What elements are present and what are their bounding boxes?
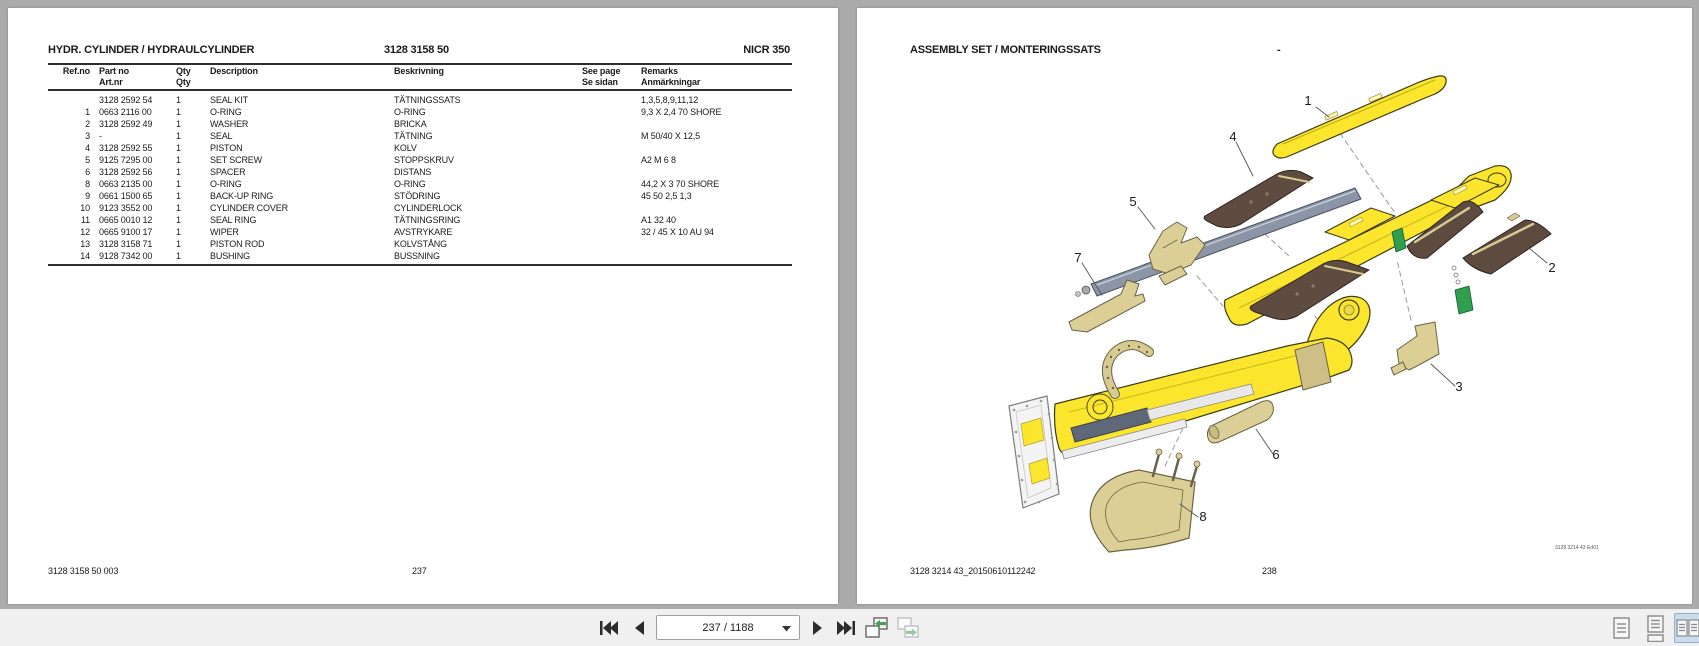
cell-part: 9123 3552 00 — [99, 203, 153, 213]
table-row — [8, 226, 838, 238]
single-page-view-icon — [1610, 614, 1634, 642]
cell-rem: 32 / 45 X 10 AU 94 — [641, 227, 714, 237]
cell-ref: 5 — [85, 155, 90, 165]
cell-beskr: TÄTNING — [394, 131, 433, 141]
cell-beskr: O-RING — [394, 179, 426, 189]
cell-ref: 11 — [80, 215, 90, 225]
footer-doc-number: 3128 3158 50 003 — [48, 566, 119, 576]
cell-ref: 8 — [85, 179, 90, 189]
col-header-see-page-1: See page — [582, 66, 621, 76]
cell-beskr: KOLVSTÅNG — [394, 239, 447, 249]
next-view-icon — [894, 615, 922, 641]
doc-number: - — [1277, 44, 1281, 56]
table-row — [8, 178, 838, 190]
left-page — [8, 8, 838, 604]
col-header-remarks-1: Remarks — [641, 66, 678, 76]
table-row — [8, 130, 838, 142]
parts-table — [8, 94, 838, 262]
doc-number: 3128 3158 50 — [384, 44, 449, 56]
cell-ref: 12 — [80, 227, 90, 237]
cell-part: 0663 2116 00 — [99, 107, 152, 117]
cell-ref: 14 — [80, 251, 90, 261]
cell-qty: 1 — [176, 155, 181, 165]
cell-part: - — [99, 131, 102, 141]
previous-view-icon — [862, 615, 890, 641]
cell-beskr: CYLINDERLOCK — [394, 203, 463, 213]
scrolling-view-icon — [1644, 614, 1668, 642]
table-row — [8, 214, 838, 226]
mounting-plate — [1009, 396, 1059, 508]
col-header-description: Description — [210, 66, 258, 76]
cell-desc: PISTON — [210, 143, 243, 153]
callout-6: 6 — [1272, 447, 1280, 462]
cell-desc: SET SCREW — [210, 155, 262, 165]
callout-1: 1 — [1304, 93, 1312, 108]
callout-4: 4 — [1229, 129, 1237, 144]
two-page-view-icon — [1676, 614, 1699, 642]
footer-page-number: 237 — [412, 566, 427, 576]
cell-qty: 1 — [176, 95, 181, 105]
cell-beskr: STÖDRING — [394, 191, 441, 201]
cell-qty: 1 — [176, 227, 181, 237]
col-header-qty-1: Qty — [176, 66, 191, 76]
part-5-bracket — [1149, 222, 1205, 285]
table-rule-mid — [48, 89, 792, 91]
table-row — [8, 250, 838, 262]
last-page-button[interactable] — [834, 616, 858, 640]
col-header-ref: Ref.no — [62, 66, 90, 76]
cell-part: 3128 3158 71 — [99, 239, 153, 249]
cell-rem: M 50/40 X 12,5 — [641, 131, 700, 141]
callout-7: 7 — [1074, 250, 1082, 265]
page-title: HYDR. CYLINDER / HYDRAULCYLINDER — [48, 44, 255, 56]
cell-desc: SEAL — [210, 131, 233, 141]
table-row — [8, 190, 838, 202]
callout-labels — [1074, 93, 1555, 524]
cell-qty: 1 — [176, 179, 181, 189]
page-title: ASSEMBLY SET / MONTERINGSSATS — [910, 44, 1101, 56]
cell-desc: CYLINDER COVER — [210, 203, 288, 213]
table-row — [8, 154, 838, 166]
cell-beskr: BUSSNING — [394, 251, 440, 261]
cell-rem: 45 50 2,5 1,3 — [641, 191, 692, 201]
first-page-icon — [597, 616, 621, 640]
cell-desc: SEAL KIT — [210, 95, 248, 105]
col-header-qty-2: Qty — [176, 77, 191, 87]
table-row — [8, 202, 838, 214]
two-page-view-button[interactable] — [1674, 613, 1699, 643]
cell-part: 3128 2592 54 — [99, 95, 153, 105]
footer-doc-number: 3128 3214 43_20150610112242 — [910, 566, 1036, 576]
next-page-button[interactable] — [806, 616, 828, 640]
part-3-bracket — [1391, 322, 1439, 375]
model-label: NICR 350 — [743, 44, 790, 56]
cell-part: 0663 2135 00 — [99, 179, 153, 189]
cell-ref: 10 — [80, 203, 90, 213]
cell-ref: 3 — [85, 131, 90, 141]
col-header-part-2: Art.nr — [99, 77, 123, 87]
col-header-beskrivning: Beskrivning — [394, 66, 444, 76]
cell-qty: 1 — [176, 191, 181, 201]
col-header-see-page-2: Se sidan — [582, 77, 618, 87]
cell-rem: A2 M 6 8 — [641, 155, 676, 165]
cell-beskr: BRICKA — [394, 119, 427, 129]
cell-desc: O-RING — [210, 179, 242, 189]
cell-ref: 4 — [85, 143, 90, 153]
page-dropdown-caret-icon[interactable] — [782, 626, 791, 632]
cell-qty: 1 — [176, 107, 181, 117]
viewer-toolbar — [0, 609, 1699, 646]
table-row — [8, 166, 838, 178]
cell-ref: 2 — [85, 119, 90, 129]
table-row — [8, 94, 838, 106]
last-page-icon — [834, 616, 858, 640]
cell-part: 3128 2592 49 — [99, 119, 153, 129]
cell-rem: A1 32 40 — [641, 215, 676, 225]
previous-page-icon — [629, 616, 651, 640]
cell-beskr: DISTANS — [394, 167, 432, 177]
cell-beskr: STOPPSKRUV — [394, 155, 454, 165]
callout-3: 3 — [1455, 379, 1463, 394]
part-1-rail — [1273, 76, 1446, 158]
cell-qty: 1 — [176, 167, 181, 177]
cell-desc: WASHER — [210, 119, 249, 129]
cell-rem: 44,2 X 3 70 SHORE — [641, 179, 719, 189]
single-page-view-button[interactable] — [1610, 614, 1634, 642]
cell-beskr: AVSTRYKARE — [394, 227, 453, 237]
cell-ref: 1 — [85, 107, 90, 117]
cell-qty: 1 — [176, 251, 181, 261]
cell-part: 3128 2592 55 — [99, 143, 153, 153]
cell-desc: SPACER — [210, 167, 246, 177]
cell-beskr: O-RING — [394, 107, 426, 117]
cell-desc: SEAL RING — [210, 215, 257, 225]
cell-qty: 1 — [176, 239, 181, 249]
first-page-button[interactable] — [597, 616, 621, 640]
exploded-diagram — [857, 8, 1692, 604]
page-indicator: 237 / 1188 — [702, 621, 754, 634]
cell-part: 9128 7342 00 — [99, 251, 153, 261]
col-header-remarks-2: Anmärkningar — [641, 77, 701, 87]
cell-part: 0661 1500 65 — [99, 191, 153, 201]
table-rule-top — [48, 63, 792, 65]
table-row — [8, 106, 838, 118]
cell-part: 3128 2592 56 — [99, 167, 153, 177]
cell-ref: 6 — [85, 167, 90, 177]
next-page-icon — [806, 616, 828, 640]
footer-page-number: 238 — [1262, 566, 1277, 576]
callout-8: 8 — [1199, 509, 1207, 524]
cell-desc: WIPER — [210, 227, 239, 237]
cell-part: 0665 9100 17 — [99, 227, 153, 237]
cell-desc: PISTON ROD — [210, 239, 265, 249]
previous-view-button[interactable] — [862, 615, 890, 641]
cell-desc: O-RING — [210, 107, 242, 117]
leader-lines — [1082, 107, 1547, 517]
right-page — [857, 8, 1692, 604]
cell-beskr: TÄTNINGSRING — [394, 215, 461, 225]
cell-part: 9125 7295 00 — [99, 155, 153, 165]
cell-beskr: TÄTNINGSSATS — [394, 95, 461, 105]
cell-part: 0665 0010 12 — [99, 215, 153, 225]
drawing-number: 3128 3214 43 Ed01 — [1555, 545, 1599, 551]
cell-qty: 1 — [176, 119, 181, 129]
previous-page-button[interactable] — [629, 616, 651, 640]
table-row — [8, 118, 838, 130]
callout-2: 2 — [1548, 260, 1556, 275]
table-rule-bottom — [48, 264, 792, 266]
next-view-button[interactable] — [894, 615, 922, 641]
part-8-bracket — [1090, 449, 1200, 552]
col-header-part-1: Part no — [99, 66, 129, 76]
page-number-input[interactable] — [656, 615, 800, 640]
cell-rem: 9,3 X 2,4 70 SHORE — [641, 107, 722, 117]
cell-qty: 1 — [176, 143, 181, 153]
cell-rem: 1,3,5,8,9,11,12 — [641, 95, 699, 105]
scrolling-view-button[interactable] — [1644, 614, 1668, 642]
cell-qty: 1 — [176, 131, 181, 141]
table-row — [8, 142, 838, 154]
table-row — [8, 238, 838, 250]
part-2-cover — [1463, 213, 1551, 274]
cell-ref: 9 — [85, 191, 90, 201]
cell-qty: 1 — [176, 203, 181, 213]
cell-desc: BACK-UP RING — [210, 191, 274, 201]
cell-ref: 13 — [80, 239, 90, 249]
callout-5: 5 — [1129, 194, 1137, 209]
cell-beskr: KOLV — [394, 143, 417, 153]
cell-desc: BUSHING — [210, 251, 250, 261]
cell-qty: 1 — [176, 215, 181, 225]
